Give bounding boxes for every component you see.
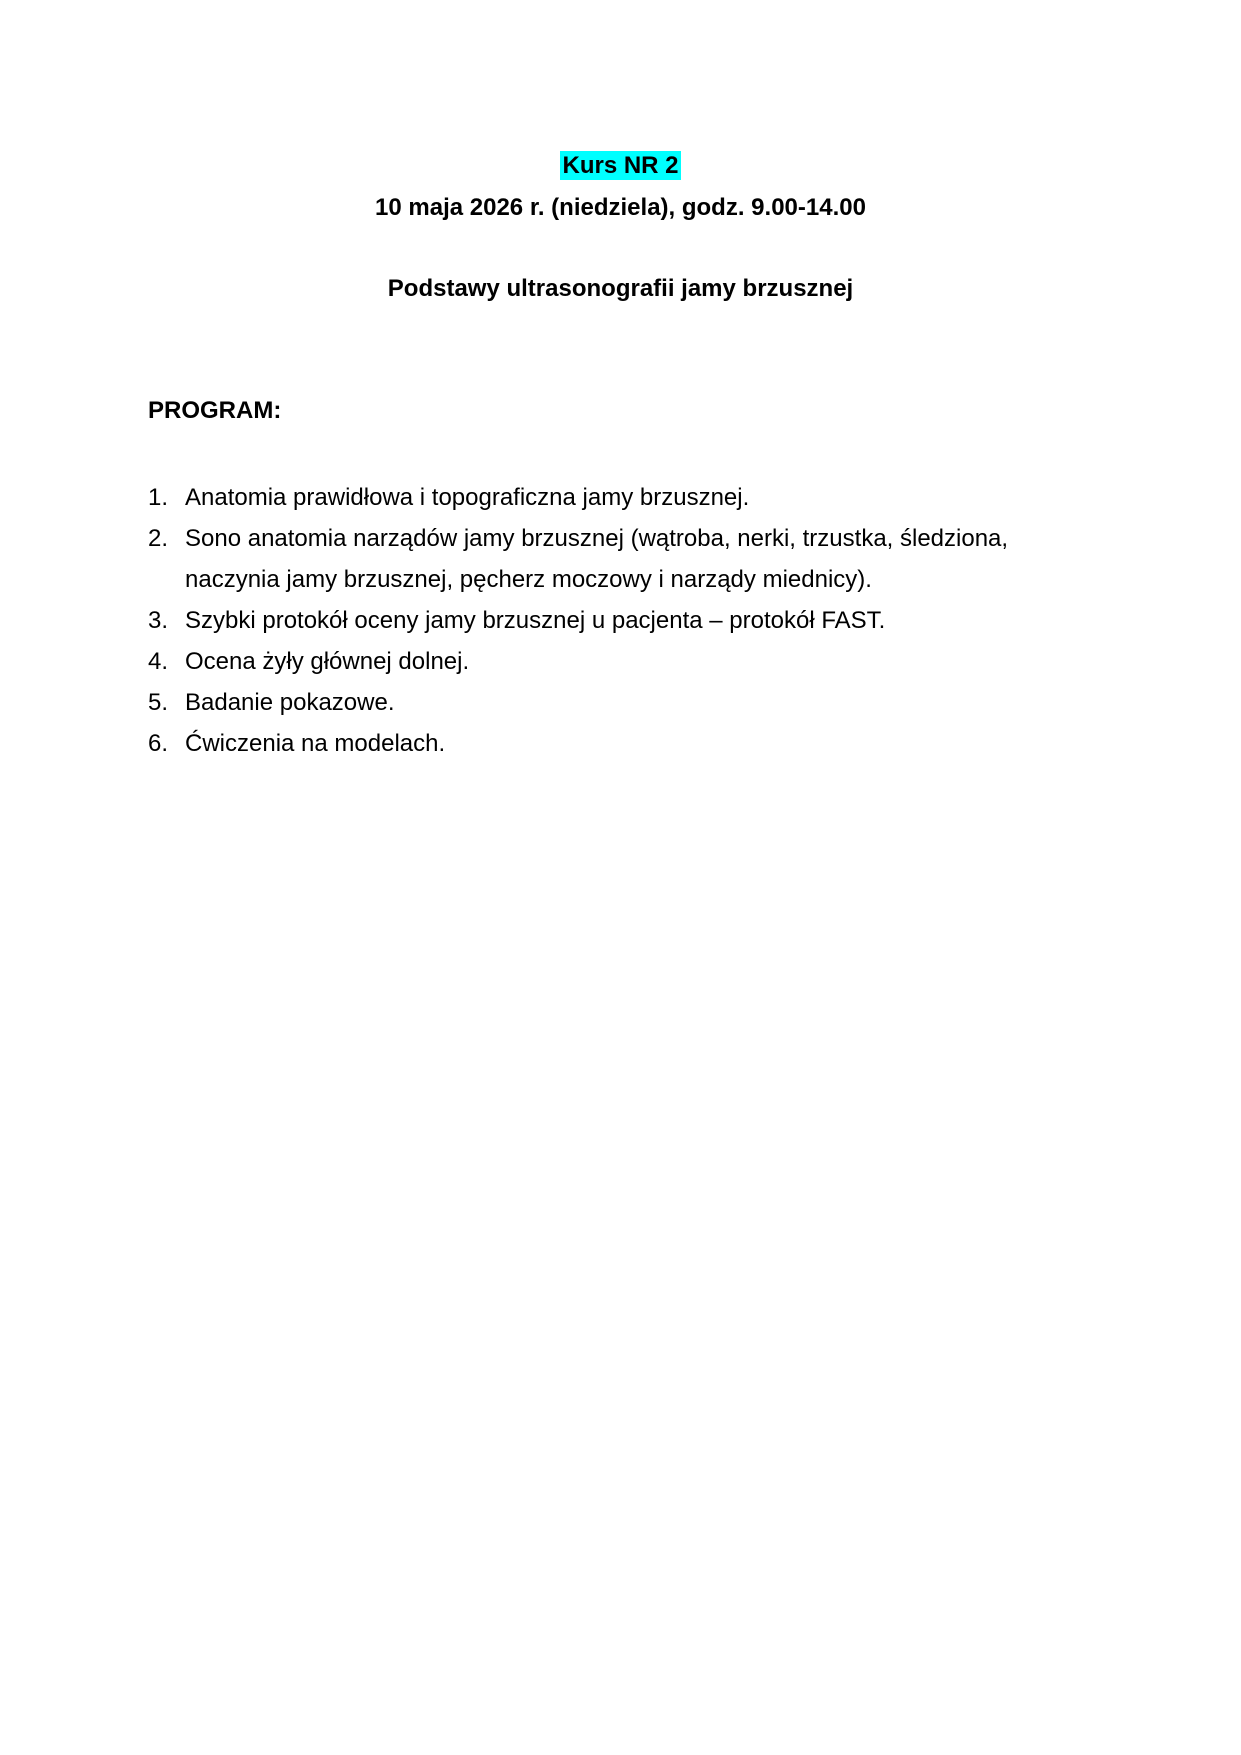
list-item xyxy=(148,600,1108,641)
list-item-number: 5. xyxy=(148,689,169,716)
list-item-text: Badanie pokazowe. xyxy=(185,689,395,716)
list-item-text: Ćwiczenia na modelach. xyxy=(185,730,446,757)
list-item-number: 2. xyxy=(148,525,169,552)
course-title xyxy=(0,151,1241,181)
list-item-number: 3. xyxy=(148,607,169,634)
list-item xyxy=(148,641,1108,682)
course-title-highlight: Kurs NR 2 xyxy=(562,152,679,179)
list-item-text: Sono anatomia narządów jamy brzusznej (wątroba, nerki, trzustka, śledziona, naczynia jamy brzusznej, pęcherz moczowy i narządy miednicy). xyxy=(185,525,1009,593)
list-item-number: 4. xyxy=(148,648,169,675)
list-item-text: Anatomia prawidłowa i topograficzna jamy brzusznej. xyxy=(185,484,750,511)
program-list xyxy=(148,477,1108,764)
list-item xyxy=(148,477,1108,518)
list-item xyxy=(148,682,1108,723)
list-item-text: Szybki protokół oceny jamy brzusznej u pacjenta – protokół FAST. xyxy=(185,607,886,634)
list-item xyxy=(148,518,1108,600)
list-item-number: 6. xyxy=(148,730,169,757)
program-heading: PROGRAM: xyxy=(148,397,282,424)
list-item-number: 1. xyxy=(148,484,169,511)
list-item xyxy=(148,723,1108,764)
list-item-text: Ocena żyły głównej dolnej. xyxy=(185,648,470,675)
course-date: 10 maja 2026 r. (niedziela), godz. 9.00-14.00 xyxy=(375,194,866,221)
course-subject: Podstawy ultrasonografii jamy brzusznej xyxy=(387,275,854,302)
